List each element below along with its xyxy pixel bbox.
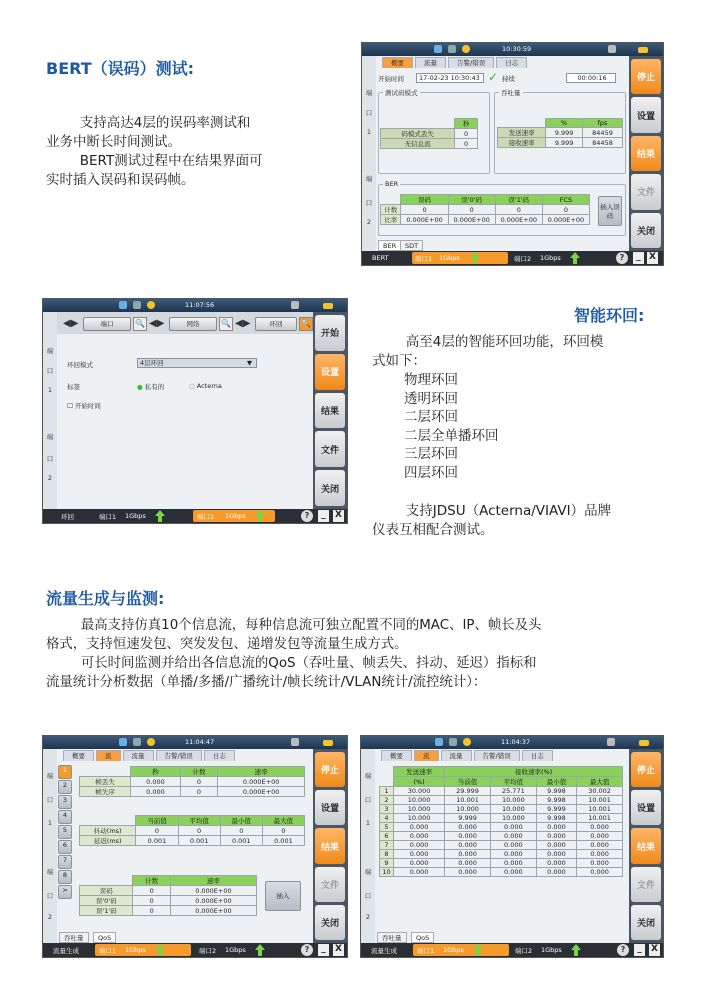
stop-button[interactable]: 停止 <box>315 752 345 787</box>
settings-button[interactable]: 设置 <box>631 97 661 132</box>
text-line: 实时插入误码和误码帧。 <box>46 172 195 188</box>
network-icon <box>133 301 141 309</box>
bulb-icon <box>462 45 470 53</box>
text-line: 支持高达4层的误码率测试和 <box>79 115 251 131</box>
bulb-icon <box>463 738 471 746</box>
port1-speed: 1Gbps <box>125 512 146 520</box>
throughput-screen <box>360 735 664 958</box>
bottom-bar <box>361 943 663 957</box>
port2-speed: 1Gbps <box>225 512 246 520</box>
tab-bar <box>57 750 313 761</box>
loop-mode-item: 物理环回 <box>404 372 458 388</box>
next-streams-button[interactable]: > <box>58 885 72 899</box>
tab-traffic[interactable]: 流量 <box>415 57 446 68</box>
battery-icon <box>323 740 333 746</box>
clock: 11:07:56 <box>185 301 215 309</box>
table-row: 5 0.000 0.000 0.000 0.000 0.000 <box>380 823 623 832</box>
tab-stream[interactable]: 流 <box>414 750 439 761</box>
insert-error-button[interactable]: 插入误码 <box>598 196 622 226</box>
nav-port-button[interactable]: 端口 <box>83 317 131 331</box>
search-icon[interactable]: 🔍 <box>133 317 147 331</box>
mode-label: BERT <box>372 254 389 262</box>
monitor-icon <box>119 301 127 309</box>
port1-label: 端口1 <box>99 513 117 521</box>
stream-5-button[interactable]: 5 <box>58 825 72 839</box>
up-arrow-icon <box>258 950 262 956</box>
minimize-button[interactable]: _ <box>318 510 329 522</box>
mode-label: 流量生成 <box>371 947 397 955</box>
stream-1-button[interactable]: 1 <box>58 765 72 779</box>
port2-label: 端口2 <box>199 947 217 955</box>
section-title-traffic: 流量生成与监测: <box>46 589 165 608</box>
swap-arrows-icon[interactable]: ◀▶ <box>149 318 165 329</box>
exit-button[interactable]: X <box>647 252 658 264</box>
setup-nav <box>57 312 313 334</box>
tab-summary[interactable]: 概要 <box>381 750 412 761</box>
start-time-checkbox[interactable]: ☐ 开始时间 <box>67 402 101 410</box>
mode-label: 环回 <box>61 513 74 521</box>
pattern-table: 秒 码模式丢失 0 无信息流 0 <box>380 118 478 149</box>
tab-traffic[interactable]: 流量 <box>441 750 472 761</box>
results-button[interactable]: 结果 <box>631 828 661 863</box>
port2-speed: 1Gbps <box>541 946 562 954</box>
power-icon <box>291 738 299 746</box>
jitter-delay-table: 当前值 平均值 最小值 最大值 抖动(ms) 0 0 0 0 延迟(ms) 0.001 0.001 0.001 0.001 <box>79 815 305 846</box>
status-bar <box>361 736 663 749</box>
file-button[interactable]: 文件 <box>315 867 345 902</box>
table-row: 3 10.000 10.000 10.000 9.999 10.001 <box>380 805 623 814</box>
table-row: 6 0.000 0.000 0.000 0.000 0.000 <box>380 832 623 841</box>
exit-button[interactable]: X <box>333 510 344 522</box>
insert-button[interactable]: 插入 <box>265 881 301 911</box>
table-row: 10 0.000 0.000 0.000 0.000 0.000 <box>380 868 623 877</box>
stream-number-list <box>58 765 72 899</box>
loopback-screen <box>42 298 348 524</box>
close-button[interactable]: 关闭 <box>315 905 345 940</box>
throughput-title: 吞吐量 <box>501 89 521 97</box>
duration-value: 00:00:16 <box>566 73 616 83</box>
results-button[interactable]: 结果 <box>631 136 661 171</box>
stream-6-button[interactable]: 6 <box>58 840 72 854</box>
section-title-bert: BERT（误码）测试: <box>46 59 195 78</box>
close-button[interactable]: 关闭 <box>631 905 661 940</box>
monitor-icon <box>119 738 127 746</box>
tab-bar <box>376 57 629 68</box>
settings-button[interactable]: 设置 <box>315 354 345 390</box>
traffic-description: 最高支持仿真10个信息流，每种信息流可独立配置不同的MAC、IP、帧长及头 格式，支持恒速发包、突发发包、递增发包等流量生成方式。 可长时间监测并给出各信息流的QoS（吞吐量、帧丢失、抖动、延迟）指标和 流量统计分析数据（单播/多播/广播统计/帧长统计/VLAN统计/流控统计）： <box>46 618 542 690</box>
tab-summary[interactable]: 概要 <box>382 57 413 68</box>
table-row: 2 10.000 10.001 10.000 9.998 10.001 <box>380 796 623 805</box>
tab-qos[interactable]: QoS <box>93 932 116 943</box>
bulb-icon <box>147 738 155 746</box>
nav-loopback-button[interactable]: 环回 <box>255 317 297 331</box>
loop-mode-item: 二层全单播环回 <box>404 427 499 444</box>
results-button[interactable]: 结果 <box>315 828 345 863</box>
main-panel <box>57 749 313 943</box>
port2-label: 端口2 <box>515 947 533 955</box>
stop-button[interactable]: 停止 <box>631 752 661 787</box>
side-menu <box>313 749 347 943</box>
loopback-description: 高至4层的智能环回功能，环回模 式如下： 物理环回 透明环回 二层环回 二层全单播环回 三层环回 四层环回 支持JDSU（Acterna/VIAVI）品牌 仪表互相配合测试。 <box>372 333 666 540</box>
file-button[interactable]: 文件 <box>631 174 661 209</box>
network-icon <box>449 738 457 746</box>
loop-mode-item: 四层环回 <box>404 464 458 481</box>
tab-ber[interactable]: BER <box>378 240 401 251</box>
stream-3-button[interactable]: 3 <box>58 795 72 809</box>
power-icon <box>291 301 299 309</box>
tab-throughput[interactable]: 吞吐量 <box>59 932 89 943</box>
side-menu <box>313 312 347 509</box>
loop-mode-item: 二层环回 <box>404 409 458 426</box>
clock: 11:04:37 <box>501 738 531 746</box>
file-button[interactable]: 文件 <box>631 867 661 902</box>
port-sidebar: 端 口 1 端 口 2 <box>361 749 375 943</box>
settings-button[interactable]: 设置 <box>631 790 661 825</box>
loop-mode-select[interactable]: 4层环回 ▼ <box>137 358 257 368</box>
tab-alarms[interactable]: 告警/错误 <box>156 750 202 761</box>
network-icon <box>448 45 456 53</box>
results-button[interactable]: 结果 <box>315 393 345 429</box>
port2-speed: 1Gbps <box>540 254 561 262</box>
exit-button[interactable]: X <box>649 944 660 956</box>
main-panel <box>57 312 313 509</box>
up-arrow-icon <box>473 258 477 264</box>
duration-label: 持续 <box>502 75 515 83</box>
table-row: 4 10.000 9.999 10.000 9.998 10.001 <box>380 814 623 823</box>
clock: 10:30:59 <box>502 45 532 53</box>
help-button[interactable]: ? <box>616 252 628 264</box>
bottom-bar <box>43 943 347 957</box>
tag-label: 标签 <box>67 383 80 391</box>
radio-acterna[interactable]: ○ Acterna <box>189 382 222 390</box>
battery-icon <box>639 740 649 746</box>
pattern-title: 测试码模式 <box>385 89 418 97</box>
start-time-value: 17-02-23 10:30:43 <box>416 73 484 83</box>
nav-network-button[interactable]: 网络 <box>169 317 217 331</box>
text-line: BERT测试过程中在结果界面可 <box>79 153 263 169</box>
stream-4-button[interactable]: 4 <box>58 810 72 824</box>
side-menu <box>629 749 663 943</box>
port1-speed: 1Gbps <box>125 946 146 954</box>
up-arrow-icon <box>158 950 162 956</box>
status-bar <box>43 299 347 312</box>
bottom-bar <box>43 509 347 523</box>
mode-label: 流量生成 <box>53 947 79 955</box>
up-arrow-icon <box>158 516 162 522</box>
exit-button[interactable]: X <box>333 944 344 956</box>
battery-icon <box>638 47 648 53</box>
close-button[interactable]: 关闭 <box>315 470 345 506</box>
stream-7-button[interactable]: 7 <box>58 855 72 869</box>
port2-label: 端口2 <box>514 255 532 263</box>
clock: 11:04:47 <box>185 738 215 746</box>
tab-bar <box>375 750 629 761</box>
radio-private[interactable]: ● 私有的 <box>137 383 165 391</box>
start-time-label: 开始时间 <box>378 75 404 83</box>
ber-title: BER <box>385 180 399 188</box>
tab-stream[interactable]: 流 <box>96 750 121 761</box>
table-row: 7 0.000 0.000 0.000 0.000 0.000 <box>380 841 623 850</box>
text-line: 业务中断长时间测试。 <box>46 134 181 150</box>
dropdown-arrow-icon: ▼ <box>247 359 252 367</box>
table-row: 8 0.000 0.000 0.000 0.000 0.000 <box>380 850 623 859</box>
minimize-button[interactable]: _ <box>634 944 645 956</box>
side-menu <box>629 56 663 251</box>
stream-2-button[interactable]: 2 <box>58 780 72 794</box>
port1-speed: 1Gbps <box>443 946 464 954</box>
stream-8-button[interactable]: 8 <box>58 870 72 884</box>
ber-table: 误码 误'0'码 误'1'码 FCS 计数 0 0 0 0 比率 0.000E+00 0.000E+00 0.000E+00 0.000E+00 <box>380 194 590 225</box>
bert-description <box>46 114 336 190</box>
up-arrow-icon <box>574 950 578 956</box>
swap-arrows-icon[interactable]: ◀▶ <box>235 318 251 329</box>
power-icon <box>607 738 615 746</box>
start-button[interactable]: 开始 <box>315 315 345 351</box>
tab-log[interactable]: 日志 <box>522 750 553 761</box>
minimize-button[interactable]: _ <box>633 252 644 264</box>
port-sidebar: 端 口 1 端 口 2 <box>43 312 57 509</box>
throughput-table: % fps 发送速率 9.999 84459 接收速率 9.999 84458 <box>497 118 623 148</box>
close-button[interactable]: 关闭 <box>631 213 661 248</box>
up-arrow-icon <box>258 516 262 522</box>
monitor-icon <box>435 738 443 746</box>
port1-label: 端口1 <box>99 947 117 955</box>
settings-button[interactable]: 设置 <box>315 790 345 825</box>
tab-summary[interactable]: 概要 <box>63 750 94 761</box>
up-arrow-icon <box>476 950 480 956</box>
qos-screen <box>42 735 348 958</box>
table-row: 1 30.000 29.999 25.771 9.998 30.002 <box>380 787 623 796</box>
help-button[interactable]: ? <box>301 944 313 956</box>
bit-error-table: 计数 速率 误码 0 0.000E+00 误'0'码 0 0.000E+00 误'1'码 0 0.000E+00 <box>79 875 257 916</box>
tab-qos[interactable]: QoS <box>411 932 434 943</box>
network-icon <box>133 738 141 746</box>
port-sidebar: 端 口 1 端 口 2 <box>43 749 57 943</box>
main-panel <box>376 56 629 251</box>
status-bar <box>43 736 347 749</box>
bottom-bar <box>362 251 663 265</box>
file-button[interactable]: 文件 <box>315 431 345 467</box>
port-sidebar: 端 口 1 端 口 2 <box>362 56 376 251</box>
stop-button[interactable]: 停止 <box>631 59 661 94</box>
loop-mode-item: 三层环回 <box>404 446 458 463</box>
monitor-icon <box>434 45 442 53</box>
tab-alarms[interactable]: 告警/错误 <box>448 57 494 68</box>
tab-log[interactable]: 日志 <box>204 750 235 761</box>
loop-mode-item: 透明环回 <box>404 390 458 407</box>
tab-sdt[interactable]: SDT <box>400 240 423 251</box>
bert-screen <box>361 42 664 266</box>
help-button[interactable]: ? <box>617 944 629 956</box>
tab-throughput[interactable]: 吞吐量 <box>377 932 407 943</box>
section-title-loopback: 智能环回: <box>574 306 645 325</box>
tab-alarms[interactable]: 告警/错误 <box>474 750 520 761</box>
up-arrow-icon <box>573 258 577 264</box>
check-icon: ✓ <box>488 70 499 84</box>
status-bar <box>362 43 663 56</box>
loop-mode-label: 环回模式 <box>67 361 93 369</box>
tab-traffic[interactable]: 流量 <box>123 750 154 761</box>
tab-log[interactable]: 日志 <box>496 57 527 68</box>
port1-label: 端口1 <box>417 947 435 955</box>
power-icon <box>608 45 616 53</box>
search-icon[interactable]: 🔍 <box>219 317 233 331</box>
port2-speed: 1Gbps <box>225 946 246 954</box>
minimize-button[interactable]: _ <box>318 944 329 956</box>
port1-label: 端口1 <box>415 255 433 263</box>
port1-speed: 1Gbps <box>439 254 460 262</box>
frame-loss-table: 秒 计数 速率 帧丢失 0.000 0 0.000E+00 帧失序 0.000 0 0.000E+00 <box>79 766 305 797</box>
help-button[interactable]: ? <box>301 510 313 522</box>
search-icon[interactable]: 🔍 <box>299 317 313 331</box>
stream-throughput-table: 发送速率 接收速率(%) (%) 当前值 平均值 最小值 最大值 1 30.000 29.999 25.771 9.998 30.002 2 10.000 10.001 10.000 9.998 10.001 3 10.000 10.000 10.000 9.999 10.001 4 10.000 9.999 10.000 9.998 10.001 5 0.000 0.000 0.000 0.000 0.000 6 0.000 0.000 0.000 0.000 0.000 7 0.000 0.000 0.000 0.000 0.000 8 0.000 0.000 0.000 0.000 0.000 9 0.000 0.000 0.000 0.000 0.000 10 0.000 0.000 0.000 0.000 0.000 <box>379 766 623 877</box>
main-panel <box>375 749 629 943</box>
port2-label: 端口2 <box>197 513 215 521</box>
table-row: 9 0.000 0.000 0.000 0.000 0.000 <box>380 859 623 868</box>
swap-arrows-icon[interactable]: ◀▶ <box>63 318 79 329</box>
battery-icon <box>323 303 333 309</box>
bulb-icon <box>147 301 155 309</box>
